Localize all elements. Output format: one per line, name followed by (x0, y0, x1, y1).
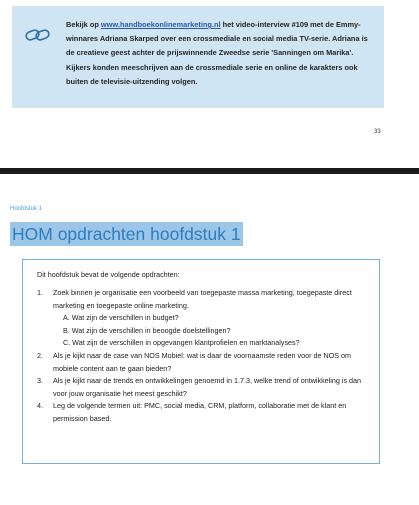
sub-item: A. Wat zijn de verschillen in budget? (63, 313, 179, 323)
assignments-box (22, 259, 380, 464)
list-item-number: 2. (37, 350, 43, 360)
link-chain-icon (24, 24, 52, 46)
list-item-number: 1. (37, 288, 43, 297)
list-item (37, 375, 367, 400)
list-item-text: Als je kijkt naar de case van NOS Mobiel: wat is daar de voornaamste reden voor de NOS om mobiele content aan te gaan bieden? (53, 350, 352, 373)
callout-text-after: het video-interview #109 met de Emmy-winnares Adriana Skarped over een crossmediale en social media TV-serie. Adriana is de creatieve geest achter de prijswinnende Zweedse serie 'Sanningen om Marika'. Kijkers konden meeschrijven aan de crossmediale serie en online de karakters ook buiten de televisie-uitzending volgen. (66, 20, 368, 86)
list-item-text: Leg de volgende termen uit: PMC, social media, CRM, platform, collaboratie met de klant en permission based. (53, 401, 347, 423)
list-item-number: 3. (37, 376, 43, 386)
callout-text (66, 18, 376, 89)
assignments-list (37, 287, 367, 426)
list-item-text: Zoek binnen je organisatie een voorbeeld van toegepaste massa marketing, toegepaste direct marketing en toegepaste online marketing. (53, 288, 352, 310)
list-item-number: 4. (37, 401, 43, 411)
website-link[interactable]: www.handboekonlinemarketing.nl (100, 20, 221, 29)
chapter-title[interactable]: HOM opdrachten hoofdstuk 1 (12, 224, 241, 244)
callout-text-before: Bekijk op (66, 20, 101, 29)
list-item (37, 400, 367, 425)
running-head: Hoofdstuk 1 (10, 206, 43, 212)
current-page (0, 174, 419, 505)
sub-item: C. Wat zijn de verschillen in opgevangen klantprofielen en marktanalyses? (63, 338, 300, 348)
sub-item: B. Wat zijn de verschillen in beoogde doelstellingen? (63, 325, 231, 335)
list-item (37, 287, 367, 350)
video-callout-box (12, 6, 384, 108)
page-number: 33 (374, 129, 381, 135)
assignments-intro: Dit hoofdstuk bevat de volgende opdrachten: (37, 270, 180, 279)
previous-page (0, 0, 419, 168)
list-item-text: Als je kijkt naar de trends en ontwikkelingen genoemd in 1.7.3, welke trend of ontwikkeling is dan voor jouw organisatie het meest geschikt? (53, 376, 362, 398)
list-item (37, 350, 367, 375)
